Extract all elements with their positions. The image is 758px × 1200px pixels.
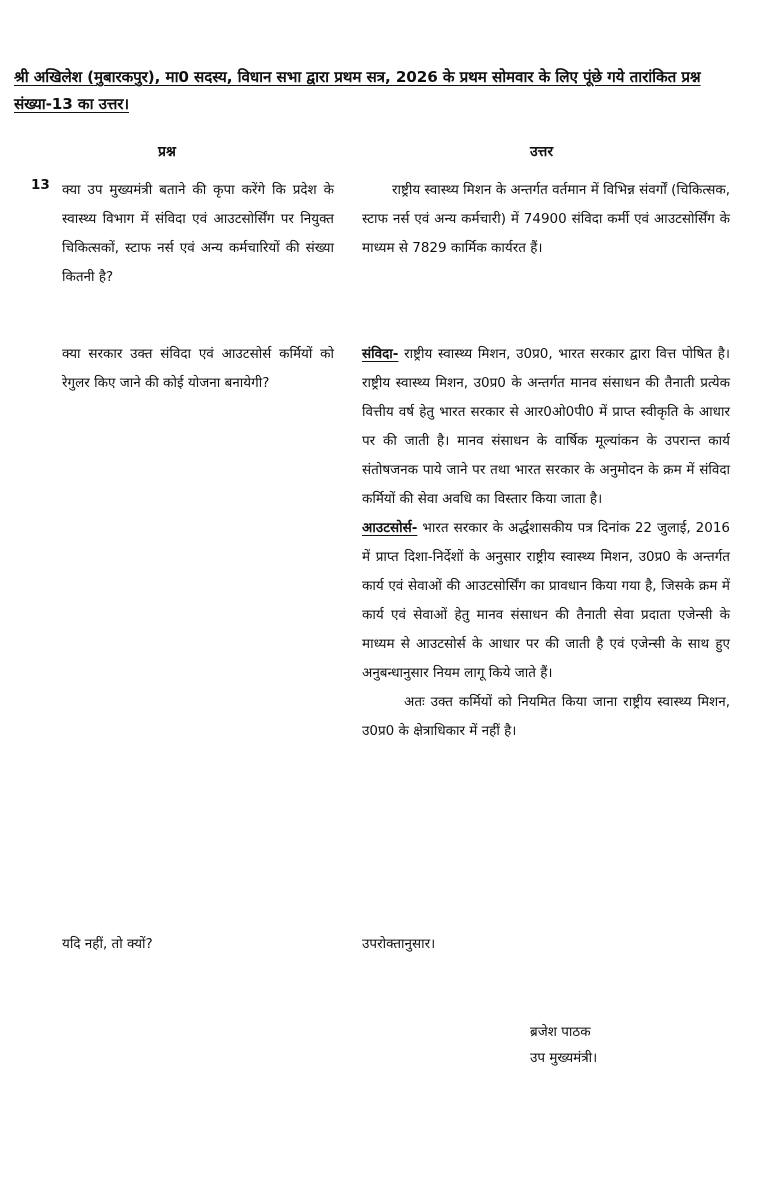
outsource-paragraph: [362, 514, 730, 688]
outsource-label: आउटसोर्स-: [362, 520, 418, 536]
answer-part-2: [362, 340, 730, 746]
answer-part-1-text: राष्ट्रीय स्वास्थ्य मिशन के अन्तर्गत वर्तमान में विभिन्न संवर्गों (चिकित्सक, स्टाफ नर्स एवं अन्य कर्मचारी) में 74900 संविदा कर्मी एवं आउटसोर्सिंग के माध्यम से 7829 कार्मिक कार्यरत हैं।: [362, 182, 730, 256]
question-number: 13: [31, 177, 50, 193]
question-column-header: प्रश्न: [158, 144, 176, 160]
samvida-text: राष्ट्रीय स्वास्थ्य मिशन, उ0प्र0, भारत सरकार द्वारा वित्त पोषित है। राष्ट्रीय स्वास्थ्य मिशन, उ0प्र0 के अन्तर्गत मानव संसाधन की तैनाती प्रत्येक वित्तीय वर्ष हेतु भारत सरकार से आर0ओ0पी0 में प्राप्त स्वीकृति के आधार पर की जाती है। मानव संसाधन के वार्षिक मूल्यांकन के उपरान्त कार्य संतोषजनक पाये जाने पर तथा भारत सरकार के अनुमोदन के क्रम में संविदा कर्मियों की सेवा अवधि का विस्तार किया जाता है।: [362, 346, 730, 507]
answer-part-3: उपरोक्तानुसार।: [362, 936, 436, 952]
conclusion-paragraph: अतः उक्त कर्मियों को नियमित किया जाना राष्ट्रीय स्वास्थ्य मिशन, उ0प्र0 के क्षेत्राधिकार में नहीं है।: [362, 694, 730, 739]
answer-part-1: [362, 176, 730, 263]
question-part-1: क्या उप मुख्यमंत्री बताने की कृपा करेंगे कि प्रदेश के स्वास्थ्य विभाग में संविदा एवं आउटसोर्सिंग पर नियुक्त चिकित्सकों, स्टाफ नर्स एवं अन्य कर्मचारियों की संख्या कितनी है?: [62, 182, 334, 285]
question-part-2: क्या सरकार उक्त संविदा एवं आउटसोर्स कर्मियों को रेगुलर किए जाने की कोई योजना बनायेगी?: [62, 346, 334, 391]
document-heading: श्री अखिलेश (मुबारकपुर), मा0 सदस्य, विधान सभा द्वारा प्रथम सत्र, 2026 के प्रथम सोमवार के लिए पूंछे गये तारांकित प्रश्न संख्या-13 का उत्तर।: [14, 68, 701, 113]
question-part-3: यदि नहीं, तो क्यों?: [62, 936, 153, 952]
signatory-name: ब्रजेश पाठक: [530, 1024, 591, 1040]
samvida-paragraph: [362, 340, 730, 514]
samvida-label: संविदा-: [362, 346, 399, 362]
answer-column-header: उत्तर: [530, 144, 554, 160]
signatory-title: उप मुख्यमंत्री।: [530, 1050, 598, 1066]
outsource-text: भारत सरकार के अर्द्धशासकीय पत्र दिनांक 22 जुलाई, 2016 में प्राप्त दिशा-निर्देशों के अनुसार राष्ट्रीय स्वास्थ्य मिशन, उ0प्र0 के अन्तर्गत कार्य एवं सेवाओं की आउटसोर्सिंग का प्रावधान किया गया है, जिसके क्रम में कार्य एवं सेवाओं हेतु मानव संसाधन की तैनाती सेवा प्रदाता एजेन्सी के माध्यम से आउटसोर्स के आधार पर की जाती है एवं एजेन्सी के साथ हुए अनुबन्धानुसार नियम लागू किये जाते हैं।: [362, 520, 730, 681]
